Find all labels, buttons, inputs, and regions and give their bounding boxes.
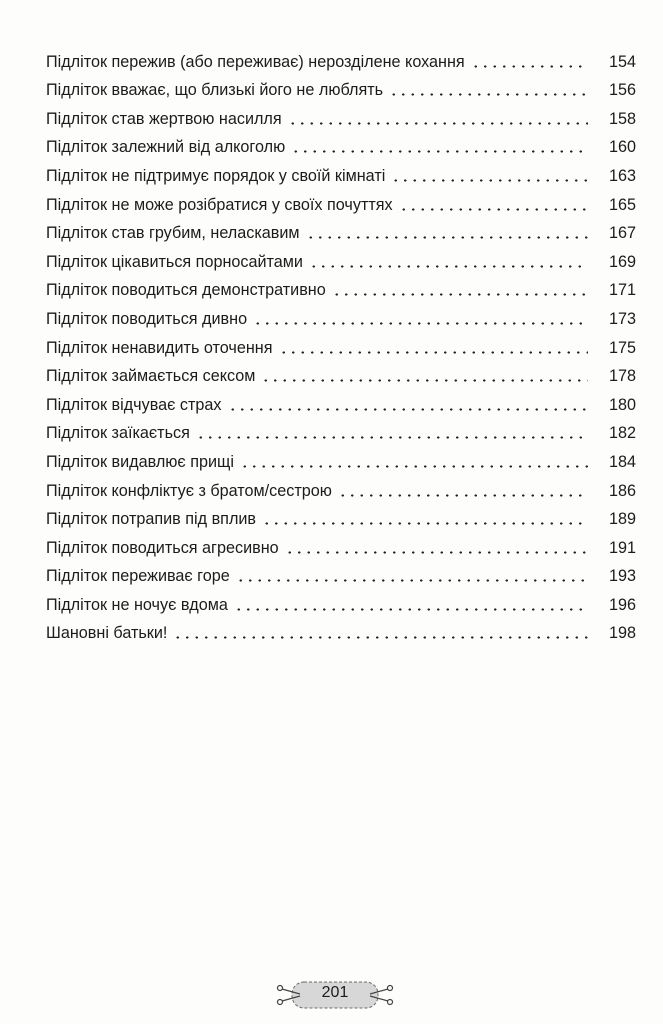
- toc-entry[interactable]: [46, 215, 636, 244]
- dot-leader: [309, 265, 588, 268]
- toc-entry-page: 193: [608, 567, 636, 586]
- toc-entry-title: Підліток ненавидить оточення: [46, 338, 273, 357]
- toc-entry[interactable]: [46, 443, 636, 472]
- toc-entry-page: 160: [608, 138, 636, 157]
- toc-entry-title: Підліток переживає горе: [46, 567, 230, 586]
- toc-entry-title: Підліток потрапив під вплив: [46, 510, 257, 529]
- toc-entry[interactable]: [46, 43, 636, 72]
- toc-entry-title: Підліток вважає, що близькі його не люблять: [46, 81, 384, 100]
- toc-entry-title: Підліток видавлює прищі: [46, 452, 234, 471]
- dot-leader: [261, 379, 588, 382]
- dot-leader: [391, 179, 588, 182]
- dot-leader: [399, 208, 588, 211]
- toc-entry-page: 171: [608, 281, 636, 300]
- page-number: 201: [321, 984, 349, 1001]
- dot-leader: [173, 636, 588, 639]
- toc-entry-title: Підліток не ночує вдома: [46, 595, 228, 614]
- dot-leader: [196, 436, 588, 439]
- toc-entry-title: Шановні батьки!: [46, 624, 168, 643]
- dot-leader: [389, 93, 588, 96]
- toc-entry[interactable]: [46, 472, 636, 501]
- dot-leader: [228, 408, 589, 411]
- toc-entry[interactable]: [46, 415, 636, 444]
- toc-entry[interactable]: [46, 272, 636, 301]
- toc-entry-page: 165: [608, 195, 636, 214]
- dot-leader: [291, 150, 588, 153]
- dot-leader: [338, 494, 588, 497]
- toc-entry-title: Підліток заїкається: [46, 424, 190, 443]
- toc-entry-title: Підліток не підтримує порядок у своїй кімнаті: [46, 166, 386, 185]
- toc-entry-title: Підліток не може розібратися у своїх почуттях: [46, 195, 393, 214]
- toc-entry[interactable]: [46, 329, 636, 358]
- toc-entry[interactable]: [46, 100, 636, 129]
- toc-entry[interactable]: [46, 72, 636, 101]
- dot-leader: [306, 236, 588, 239]
- toc-entry-page: 198: [608, 624, 636, 643]
- toc-entry-page: 167: [608, 224, 636, 243]
- toc-entry-page: 184: [608, 452, 636, 471]
- toc-entry-page: 191: [608, 538, 636, 557]
- toc-entry-page: 175: [608, 338, 636, 357]
- toc-entry-page: 169: [608, 252, 636, 271]
- toc-entry-page: 186: [608, 481, 636, 500]
- toc-entry-page: 163: [608, 166, 636, 185]
- toc-entry[interactable]: [46, 186, 636, 215]
- dot-leader: [332, 293, 588, 296]
- dot-leader: [240, 465, 588, 468]
- dot-leader: [236, 579, 588, 582]
- dot-leader: [285, 551, 588, 554]
- toc-entry[interactable]: [46, 529, 636, 558]
- dot-leader: [471, 65, 588, 68]
- toc-entry-page: 182: [608, 424, 636, 443]
- toc-entry[interactable]: [46, 386, 636, 415]
- toc-entry-page: 178: [608, 367, 636, 386]
- toc-entry-page: 156: [608, 81, 636, 100]
- toc-entry-title: Підліток цікавиться порносайтами: [46, 252, 303, 271]
- toc-entry-title: Підліток займається сексом: [46, 367, 256, 386]
- toc-entry-page: 196: [608, 595, 636, 614]
- toc-entry-title: Підліток поводиться агресивно: [46, 538, 279, 557]
- toc-entry-page: 180: [608, 395, 636, 414]
- toc-entry-page: 158: [608, 109, 636, 128]
- toc-entry[interactable]: [46, 615, 636, 644]
- table-of-contents: [46, 43, 636, 643]
- toc-entry-title: Підліток конфліктує з братом/сестрою: [46, 481, 332, 500]
- toc-entry[interactable]: [46, 300, 636, 329]
- toc-entry-title: Підліток поводиться демонстративно: [46, 281, 326, 300]
- dot-leader: [288, 122, 588, 125]
- toc-entry-title: Підліток пережив (або переживає) нерозділене кохання: [46, 52, 465, 71]
- toc-entry[interactable]: [46, 558, 636, 587]
- toc-entry-title: Підліток став грубим, неласкавим: [46, 224, 300, 243]
- toc-entry[interactable]: [46, 129, 636, 158]
- toc-entry-page: 173: [608, 309, 636, 328]
- dot-leader: [279, 351, 589, 354]
- toc-entry[interactable]: [46, 243, 636, 272]
- toc-entry[interactable]: [46, 501, 636, 530]
- toc-entry[interactable]: [46, 586, 636, 615]
- toc-entry[interactable]: [46, 157, 636, 186]
- dot-leader: [262, 522, 588, 525]
- toc-entry-title: Підліток став жертвою насилля: [46, 109, 282, 128]
- dot-leader: [253, 322, 588, 325]
- dot-leader: [234, 608, 588, 611]
- page-number-badge: [270, 976, 400, 1014]
- toc-entry-title: Підліток поводиться дивно: [46, 309, 248, 328]
- toc-entry-title: Підліток відчуває страх: [46, 395, 222, 414]
- toc-entry-page: 189: [608, 510, 636, 529]
- toc-entry-page: 154: [608, 52, 636, 71]
- toc-entry-title: Підліток залежний від алкоголю: [46, 138, 286, 157]
- toc-entry[interactable]: [46, 358, 636, 387]
